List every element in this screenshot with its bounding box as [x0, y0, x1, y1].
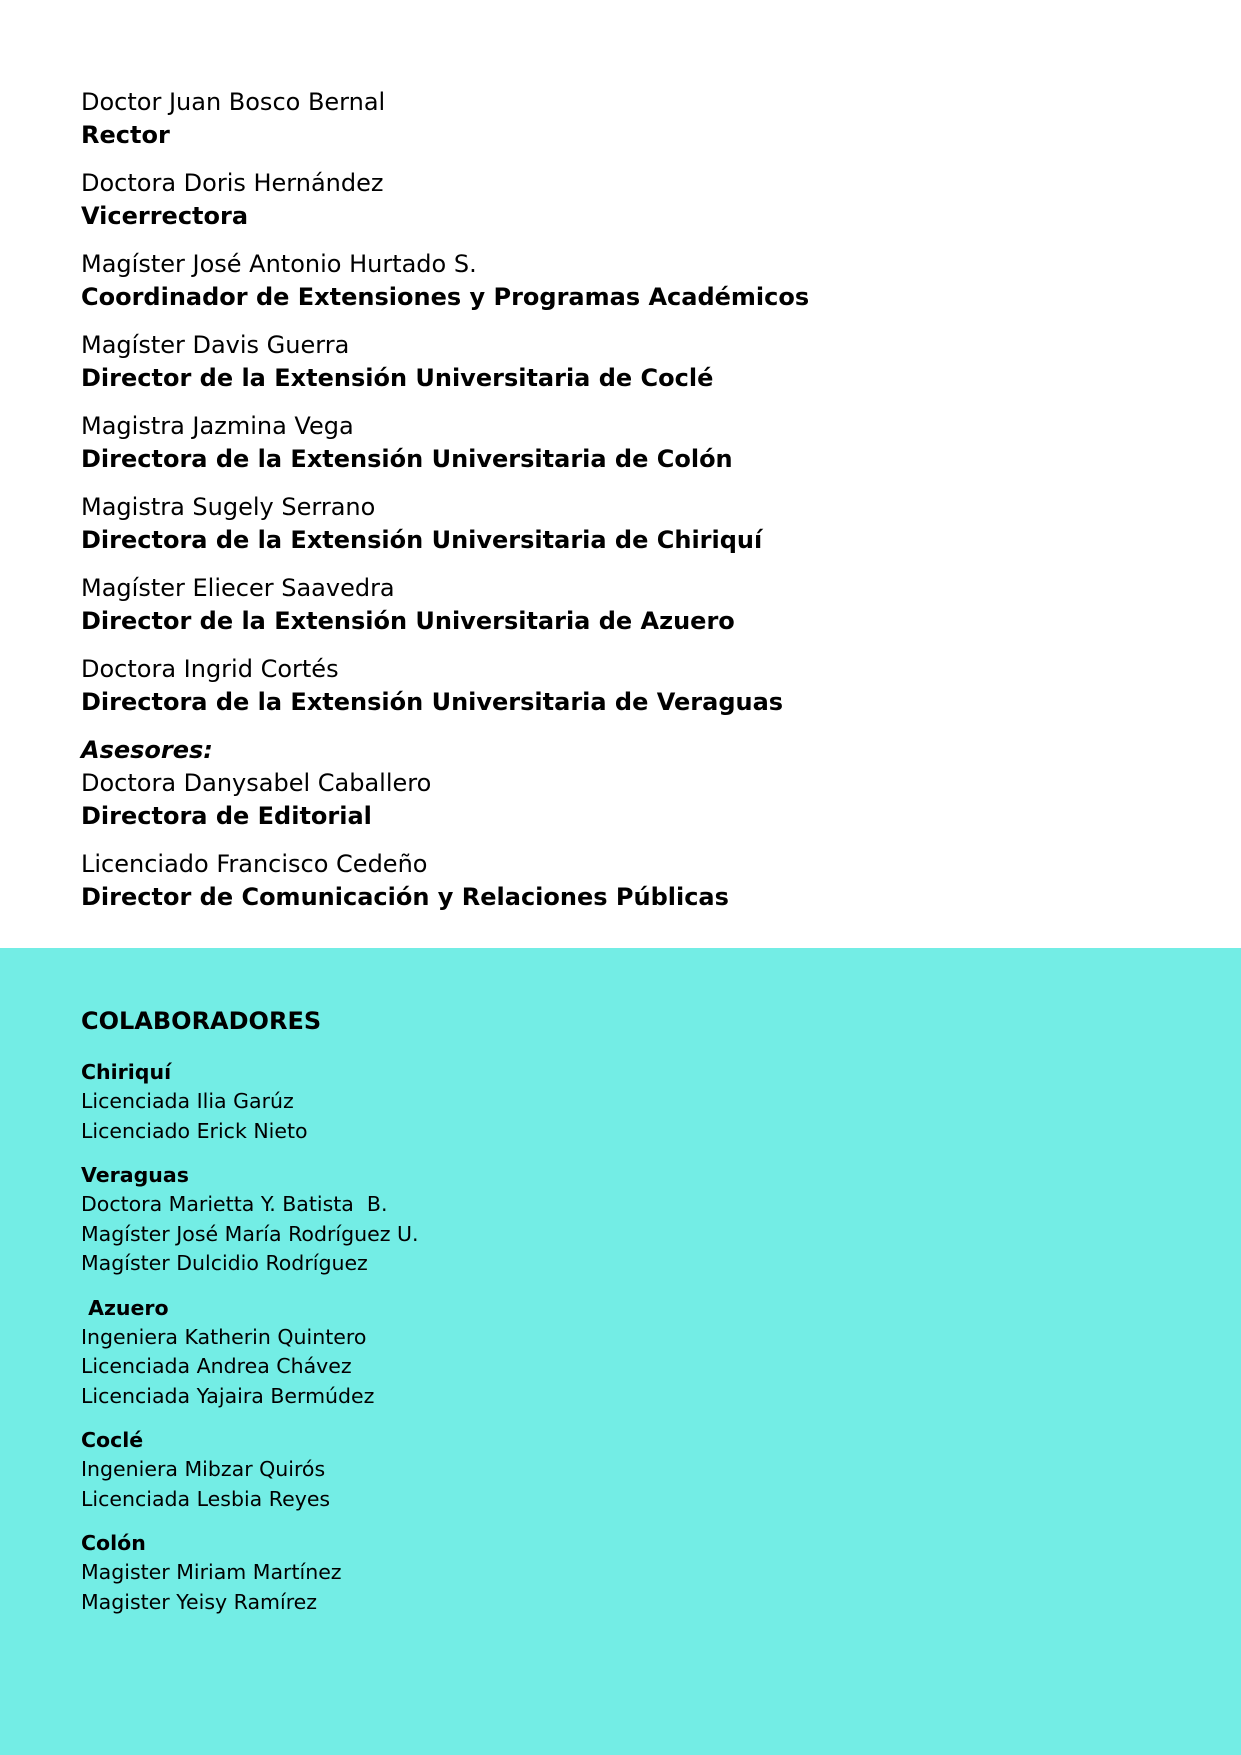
collaborator-name: Licenciada Ilia Garúz — [81, 1089, 294, 1113]
collaborator-name: Licenciado Erick Nieto — [81, 1118, 308, 1143]
region-heading: Coclé — [81, 1428, 144, 1452]
region-heading: Veraguas — [81, 1163, 189, 1187]
authority-name: Doctora Ingrid Cortés — [81, 655, 339, 683]
collaborator-name: Magíster Dulcidio Rodríguez — [81, 1251, 368, 1275]
advisor-role: Directora de Editorial — [81, 802, 372, 830]
collaborator-name: Licenciada Andrea Chávez — [81, 1354, 352, 1378]
collaborator-group — [81, 1426, 1181, 1514]
collaborator-name: Ingeniera Mibzar Quirós — [81, 1457, 326, 1481]
region-heading: Azuero — [81, 1295, 169, 1320]
authority-name: Magíster José Antonio Hurtado S. — [81, 250, 477, 278]
authority-entry — [81, 167, 1181, 233]
authority-role: Director de la Extensión Universitaria de Coclé — [81, 364, 714, 392]
advisor-name: Doctora Danysabel Caballero — [81, 769, 432, 797]
authority-entry — [81, 410, 1181, 476]
region-heading: Chiriquí — [81, 1060, 172, 1084]
authority-role: Director de la Extensión Universitaria de Azuero — [81, 607, 735, 635]
advisor-entry — [81, 848, 1181, 914]
advisor-name: Licenciado Francisco Cedeño — [81, 850, 428, 878]
collaborator-name: Ingeniera Katherin Quintero — [81, 1324, 367, 1349]
authority-role: Directora de la Extensión Universitaria de Chiriquí — [81, 526, 763, 554]
authority-name: Magíster Davis Guerra — [81, 331, 350, 359]
authority-entry — [81, 572, 1181, 638]
authority-role: Coordinador de Extensiones y Programas Académicos — [81, 283, 810, 311]
authority-role: Rector — [81, 121, 170, 149]
collaborator-name: Magister Yeisy Ramírez — [81, 1589, 318, 1614]
authority-entry — [81, 653, 1181, 719]
collaborator-group — [81, 1529, 1181, 1617]
collaborators-title: COLABORADORES — [81, 1007, 322, 1035]
collaborators-list — [81, 1005, 1181, 1632]
advisors-label: Asesores: — [81, 736, 213, 764]
authority-role: Directora de la Extensión Universitaria de Veraguas — [81, 688, 784, 716]
collaborators-section — [0, 948, 1241, 1755]
collaborator-name: Licenciada Lesbia Reyes — [81, 1486, 331, 1511]
collaborator-name: Licenciada Yajaira Bermúdez — [81, 1383, 375, 1408]
collaborator-name: Magíster José María Rodríguez U. — [81, 1221, 419, 1246]
authority-entry — [81, 86, 1181, 152]
collaborator-name: Doctora Marietta Y. Batista B. — [81, 1192, 388, 1216]
advisor-role: Director de Comunicación y Relaciones Públicas — [81, 883, 729, 911]
authority-name: Doctora Doris Hernández — [81, 169, 384, 197]
authority-name: Doctor Juan Bosco Bernal — [81, 88, 386, 116]
collaborator-group — [81, 1161, 1181, 1279]
authority-entry — [81, 329, 1181, 395]
collaborator-group — [81, 1294, 1181, 1412]
advisor-entry — [81, 734, 1181, 833]
authorities-list — [81, 86, 1181, 929]
collaborator-name: Magister Miriam Martínez — [81, 1560, 342, 1584]
authority-role: Directora de la Extensión Universitaria de Colón — [81, 445, 733, 473]
authority-entry — [81, 248, 1181, 314]
authority-name: Magistra Sugely Serrano — [81, 493, 376, 521]
collaborator-group — [81, 1058, 1181, 1146]
authority-role: Vicerrectora — [81, 202, 249, 230]
region-heading: Colón — [81, 1531, 146, 1555]
authority-name: Magíster Eliecer Saavedra — [81, 574, 395, 602]
authority-entry — [81, 491, 1181, 557]
authority-name: Magistra Jazmina Vega — [81, 412, 354, 440]
